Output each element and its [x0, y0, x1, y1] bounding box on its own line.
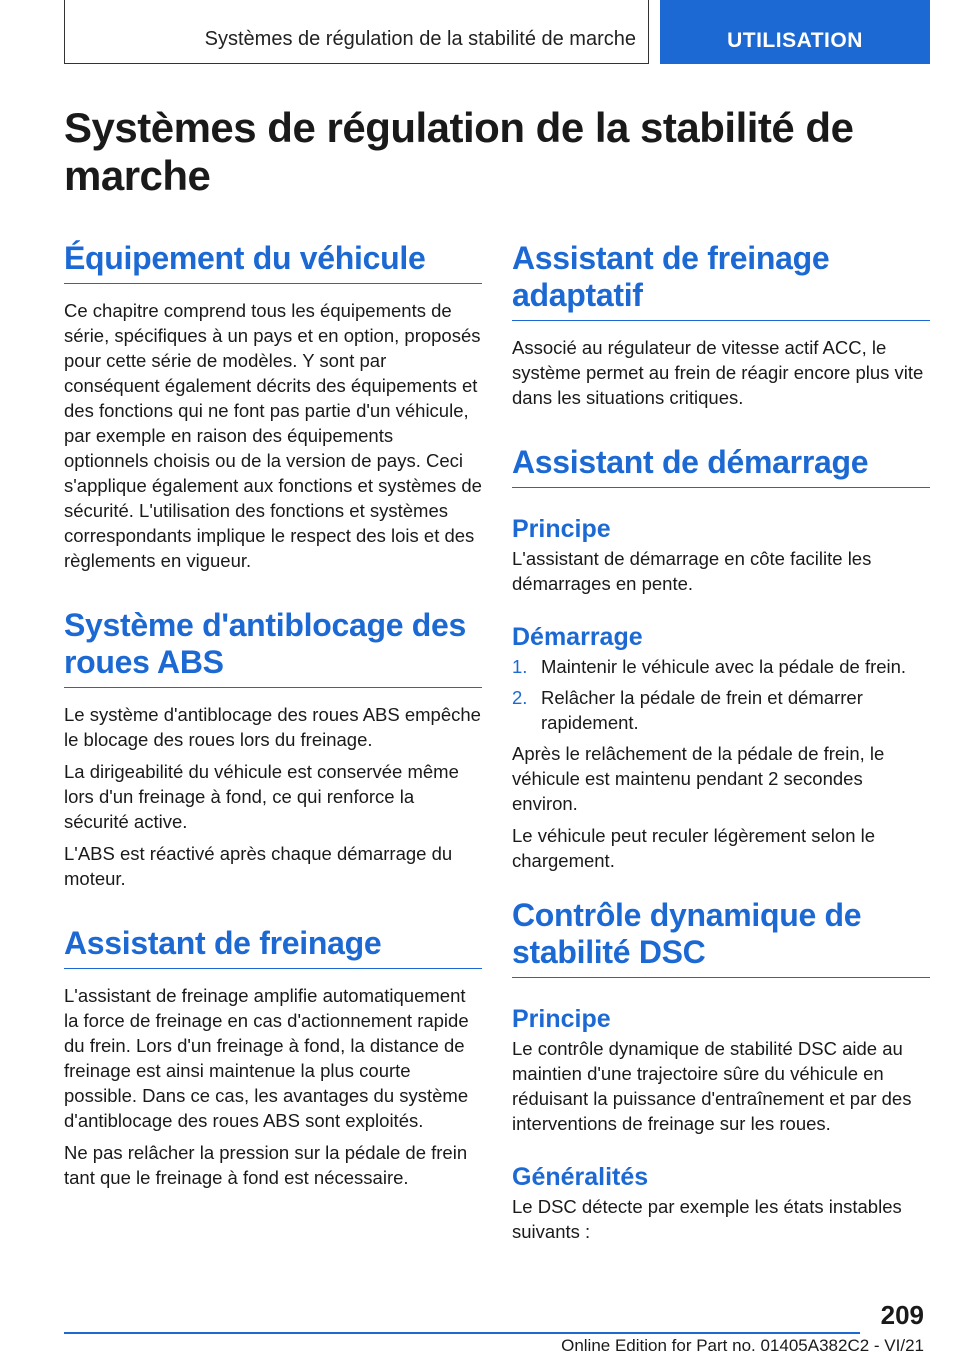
footer-edition: Online Edition for Part no. 01405A382C2 - VI/21 [561, 1336, 924, 1355]
steps-list [512, 654, 930, 735]
paragraph: Associé au régulateur de vitesse actif ACC, le système permet au frein de réagir encore plus vite dans les situations critiques. [512, 337, 924, 408]
section-abs [64, 607, 482, 891]
heading-freinage-adaptatif: Assistant de freinage adaptatif [512, 240, 930, 321]
paragraph: La dirigeabilité du véhicule est conservée même lors d'un freinage à fond, ce qui renforce la sécurité active. [64, 761, 459, 832]
paragraph: Ne pas relâcher la pression sur la pédale de frein tant que le freinage à fond est nécessaire. [64, 1142, 468, 1188]
section-dsc [512, 897, 930, 1244]
step-text: Maintenir le véhicule avec la pédale de frein. [541, 656, 907, 677]
paragraph: L'assistant de démarrage en côte facilite les démarrages en pente. [512, 548, 872, 594]
paragraph: Le contrôle dynamique de stabilité DSC aide au maintien d'une trajectoire sûre du véhicule en réduisant la puissance d'entraînement et par des interventions de freinage sur les roues. [512, 1038, 912, 1134]
footer-divider [64, 1332, 860, 1334]
paragraph: Après le relâchement de la pédale de frein, le véhicule est maintenu pendant 2 secondes environ. [512, 743, 885, 814]
section-assistant-demarrage [512, 444, 930, 873]
step-text: Relâcher la pédale de frein et démarrer rapidement. [541, 687, 863, 733]
heading-dsc: Contrôle dynamique de stabilité DSC [512, 897, 930, 978]
heading-assistant-freinage: Assistant de freinage [64, 925, 482, 969]
paragraph: L'assistant de freinage amplifie automatiquement la force de freinage en cas d'actionnement rapide du frein. Lors d'un freinage à fond, la distance de freinage est ainsi maintenue la plus courte possible. Dans ce cas, les avantages du système d'antiblocage des roues ABS sont exploités. [64, 985, 469, 1131]
section-assistant-freinage [64, 925, 482, 1190]
header-section-title: Systèmes de régulation de la stabilité de marche [204, 28, 636, 50]
step-number: 2. [512, 687, 528, 708]
page-header [64, 0, 930, 64]
header-section-box [64, 0, 649, 64]
page-number: 209 [880, 1300, 924, 1330]
heading-assistant-demarrage: Assistant de démarrage [512, 444, 930, 488]
paragraph: Ce chapitre comprend tous les équipements de série, spécifiques à un pays et en option, proposés pour cette série de modèles. Y sont par conséquent également décrits des équipements et des fonctions qui ne font pas partie d'un véhicule, par exemple en raison des équipements optionnels choisis ou de la version de pays. Ceci s'applique également aux fonctions et systèmes de sécurité. L'utilisation des fonctions et systèmes correspondants implique le respect des lois et des règlements en vigueur. [64, 300, 482, 571]
header-chapter-tab[interactable] [660, 0, 930, 64]
left-column [64, 240, 482, 1224]
step-number: 1. [512, 656, 528, 677]
subheading-demarrage: Démarrage [512, 623, 643, 651]
list-item [512, 685, 930, 735]
heading-abs: Système d'antiblocage des roues ABS [64, 607, 482, 688]
right-column [512, 240, 930, 1278]
paragraph: L'ABS est réactivé après chaque démarrage du moteur. [64, 843, 453, 889]
paragraph: Le DSC détecte par exemple les états instables suivants : [512, 1196, 902, 1242]
section-equipement [64, 240, 482, 573]
list-item [512, 654, 930, 679]
subheading-principe: Principe [512, 515, 611, 543]
paragraph: Le système d'antiblocage des roues ABS empêche le blocage des roues lors du freinage. [64, 704, 481, 750]
subheading-generalites: Généralités [512, 1163, 649, 1191]
heading-equipement: Équipement du véhicule [64, 240, 482, 284]
section-freinage-adaptatif [512, 240, 930, 410]
paragraph: Le véhicule peut reculer légèrement selon le chargement. [512, 825, 876, 871]
subheading-principe: Principe [512, 1005, 611, 1033]
page-title: Systèmes de régulation de la stabilité de marche [64, 104, 854, 199]
header-chapter-label: UTILISATION [727, 29, 863, 52]
